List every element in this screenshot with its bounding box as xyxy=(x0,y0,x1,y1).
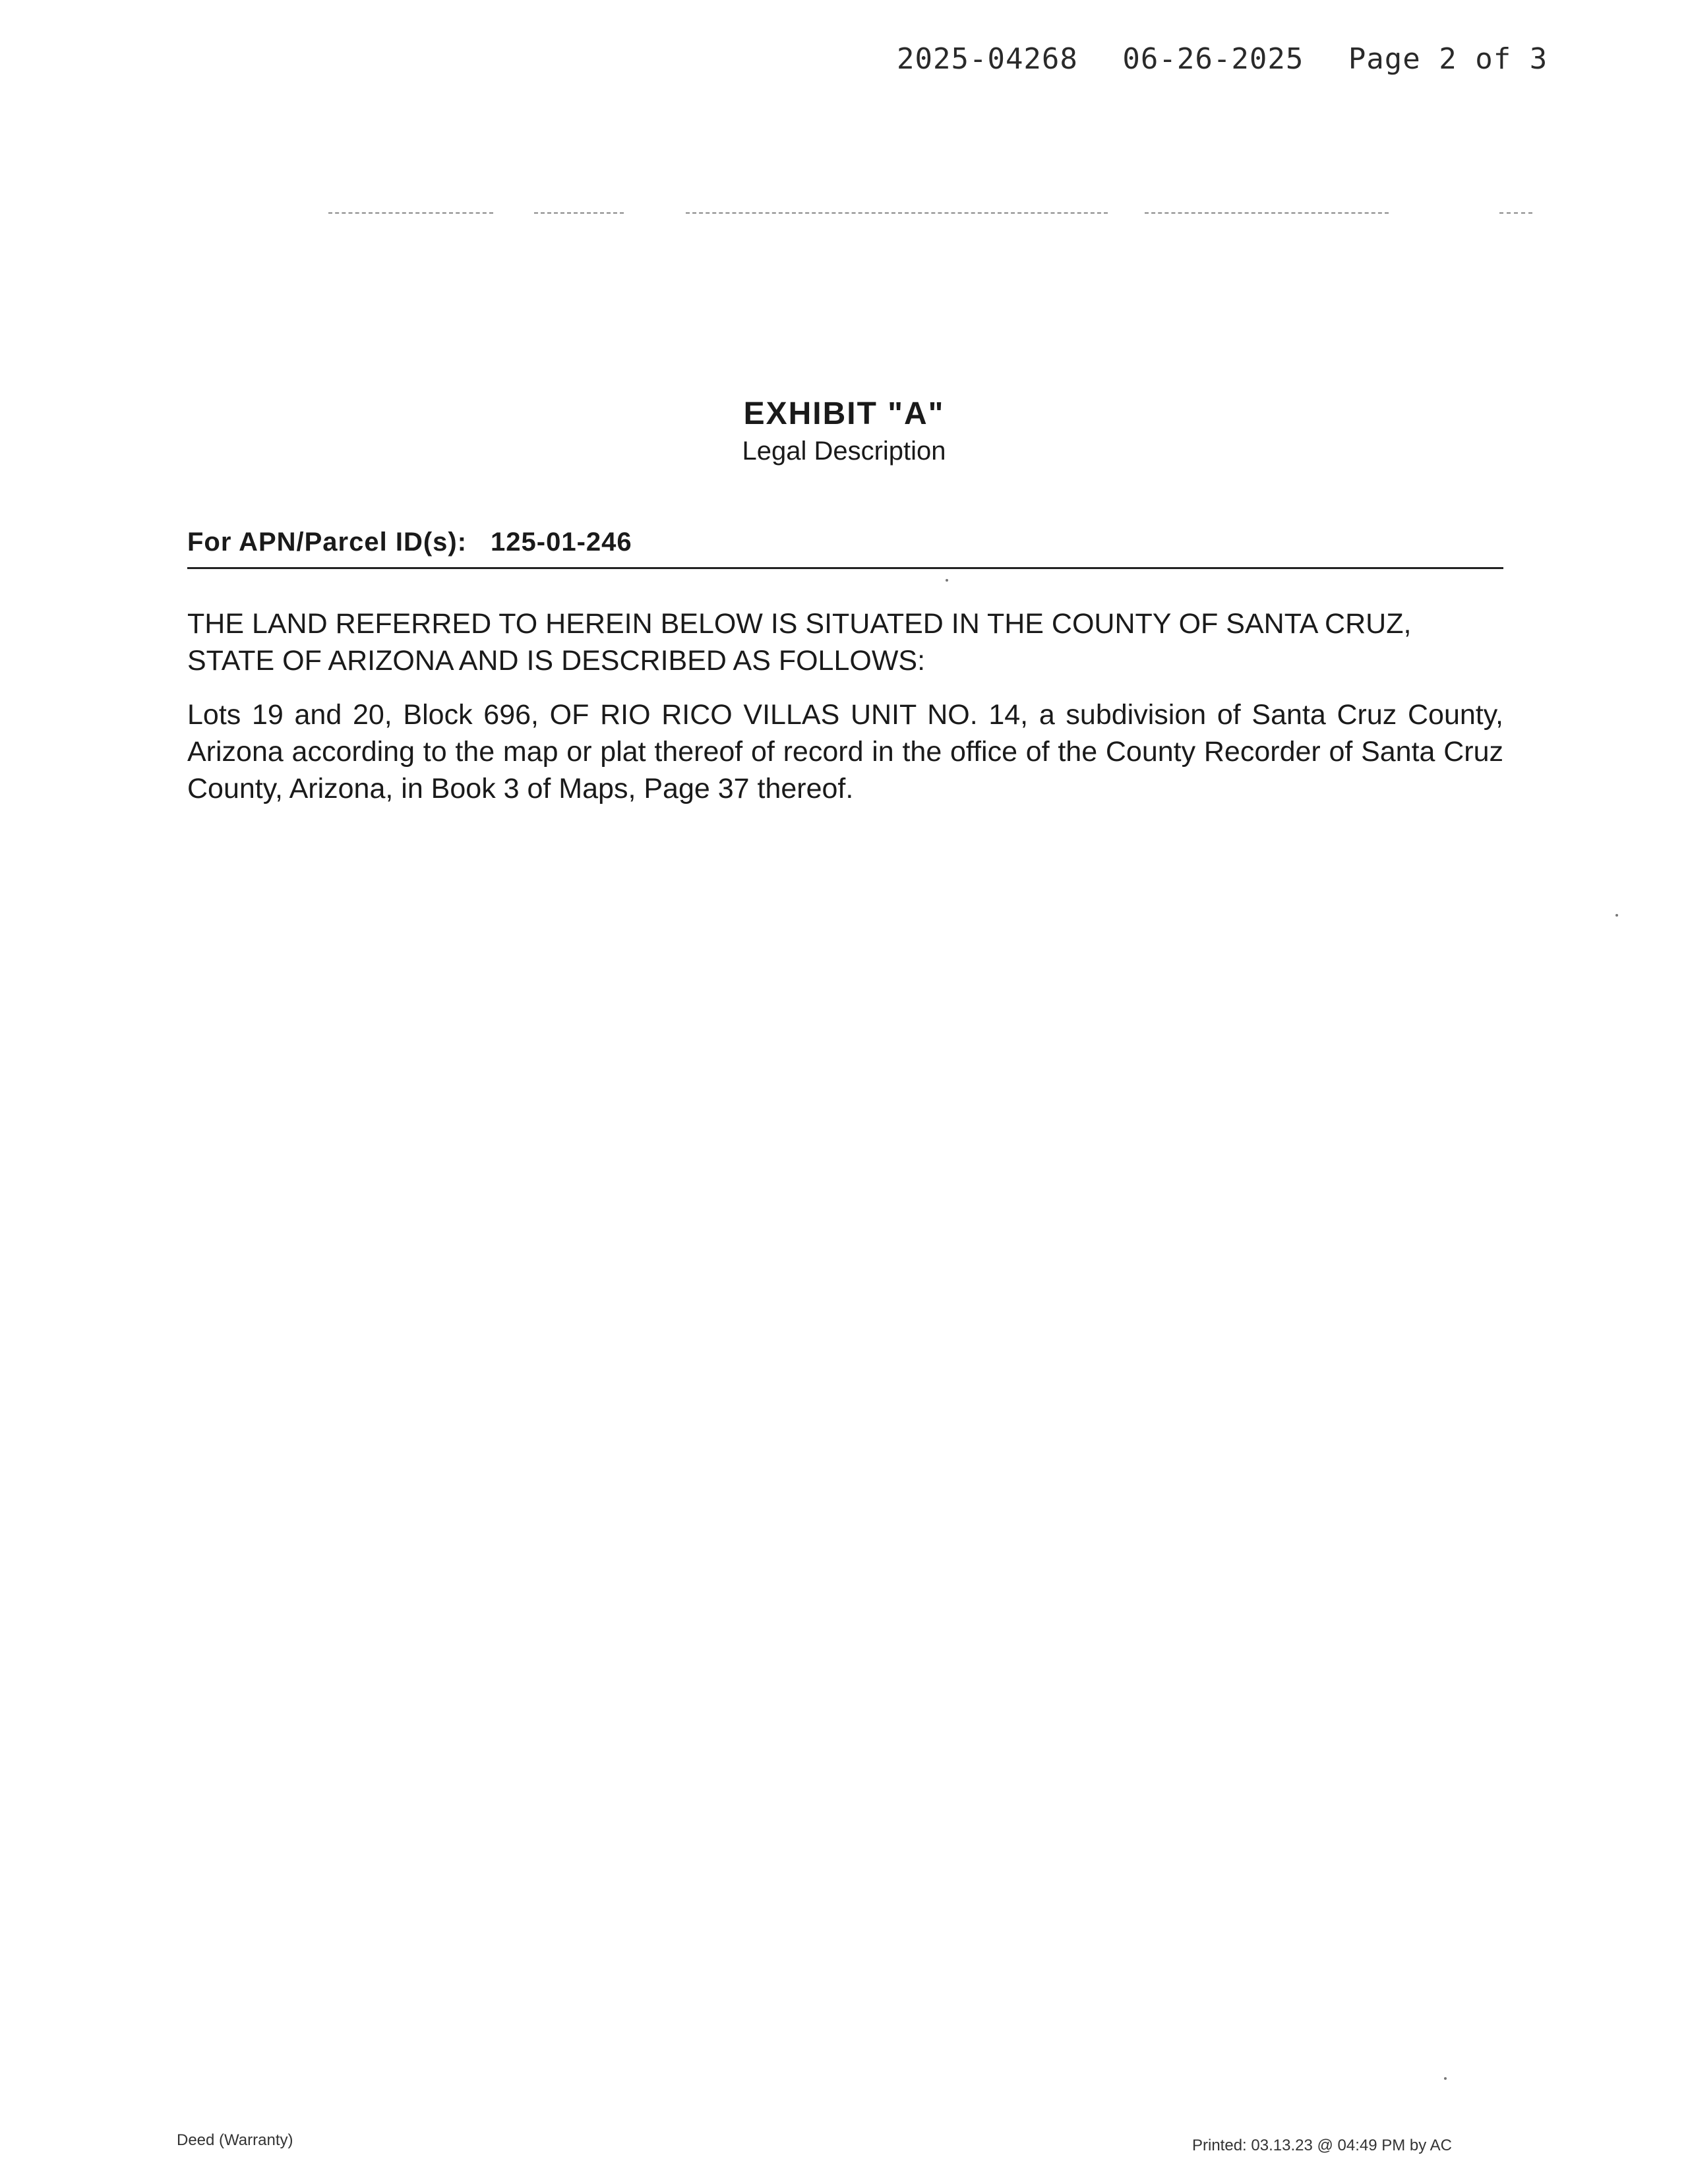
land-situated-statement: THE LAND REFERRED TO HEREIN BELOW IS SITUATED IN THE COUNTY OF SANTA CRUZ, STATE OF ARIZONA AND IS DESCRIBED AS FOLLOWS: xyxy=(187,608,1412,677)
scan-artifact-line xyxy=(686,212,1108,214)
scan-artifact-line xyxy=(1145,212,1389,214)
legal-description-text: Lots 19 and 20, Block 696, OF RIO RICO VILLAS UNIT NO. 14, a subdivision of Santa Cruz County, Arizona according to the map or plat thereof of record in the office of the County Recorder of Santa Cruz County, Arizona, in Book 3 of Maps, Page 37 thereof. xyxy=(187,699,1503,804)
recording-date: 06-26-2025 xyxy=(1122,42,1304,76)
exhibit-subtitle: Legal Description xyxy=(742,437,946,466)
exhibit-title: EXHIBIT "A" xyxy=(743,396,945,431)
scan-speck xyxy=(1444,2077,1447,2080)
recording-stamp xyxy=(897,42,1548,76)
page-indicator: Page 2 of 3 xyxy=(1348,42,1548,76)
footer-document-type: Deed (Warranty) xyxy=(177,2131,293,2149)
scan-artifact-line xyxy=(328,212,493,214)
scan-artifact-line xyxy=(534,212,624,214)
footer-printed-info: Printed: 03.13.23 @ 04:49 PM by AC xyxy=(1192,2137,1452,2154)
scan-speck xyxy=(946,579,948,582)
parcel-id-label: For APN/Parcel ID(s): xyxy=(187,528,467,557)
recording-number: 2025-04268 xyxy=(897,42,1078,76)
scan-artifact-line xyxy=(1499,212,1532,214)
scan-speck xyxy=(1615,914,1618,917)
parcel-id-line xyxy=(187,528,1503,569)
parcel-id-value: 125-01-246 xyxy=(491,528,632,557)
